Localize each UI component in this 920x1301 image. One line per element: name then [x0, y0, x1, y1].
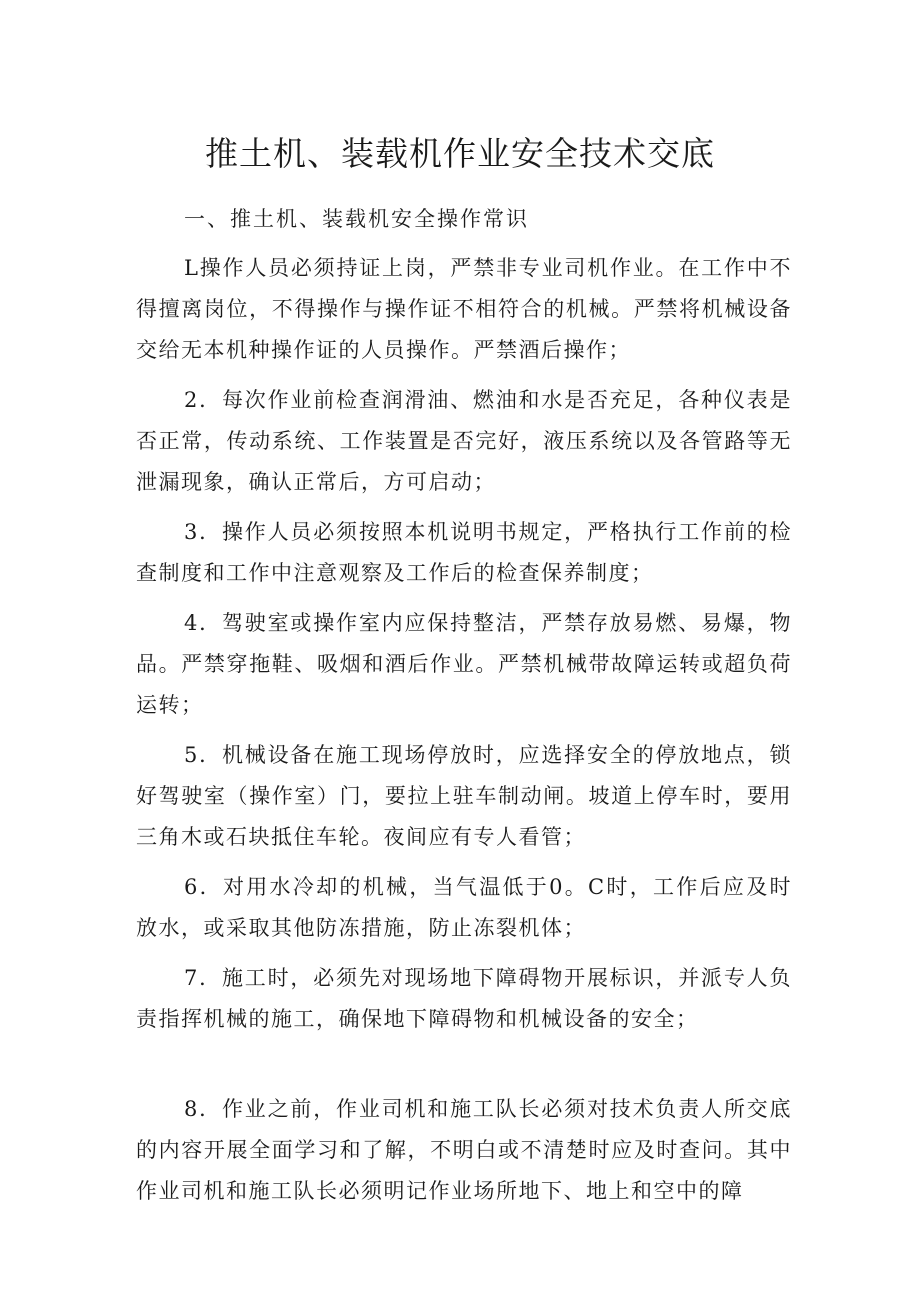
paragraph-item-4: 4．驾驶室或操作室内应保持整洁，严禁存放易燃、易爆，物品。严禁穿拖鞋、吸烟和酒后作业。严禁机械带故障运转或超负荷运转；	[136, 611, 792, 717]
paragraph-item-7: 7．施工时，必须先对现场地下障碍物开展标识，并派专人负责指挥机械的施工，确保地下障碍物和机械设备的安全；	[136, 966, 792, 1031]
paragraph-item-5: 5．机械设备在施工现场停放时，应选择安全的停放地点，锁好驾驶室（操作室）门，要拉上驻车制动闸。坡道上停车时，要用三角木或石块抵住车轮。夜间应有专人看管；	[136, 743, 792, 849]
section-heading: 一、推土机、装载机安全操作常识	[184, 207, 529, 231]
paragraph-item-2: 2．每次作业前检查润滑油、燃油和水是否充足，各种仪表是否正常，传动系统、工作装置是否完好，液压系统以及各管路等无泄漏现象，确认正常后，方可启动；	[136, 388, 792, 494]
paragraph-item-1: L操作人员必须持证上岗，严禁非专业司机作业。在工作中不得擅离岗位，不得操作与操作证不相符合的机械。严禁将机械设备交给无本机种操作证的人员操作。严禁酒后操作；	[136, 256, 792, 362]
paragraph-item-6: 6．对用水冷却的机械，当气温低于0。C时，工作后应及时放水，或采取其他防冻措施，防止冻裂机体；	[136, 875, 792, 940]
paragraph-item-3: 3．操作人员必须按照本机说明书规定，严格执行工作前的检查制度和工作中注意观察及工作后的检查保养制度；	[136, 520, 792, 585]
paragraph-item-8: 8．作业之前，作业司机和施工队长必须对技术负责人所交底的内容开展全面学习和了解，不明白或不清楚时应及时查问。其中作业司机和施工队长必须明记作业场所地下、地上和空中的障	[136, 1097, 792, 1203]
document-title: 推土机、装载机作业安全技术交底	[205, 134, 715, 173]
